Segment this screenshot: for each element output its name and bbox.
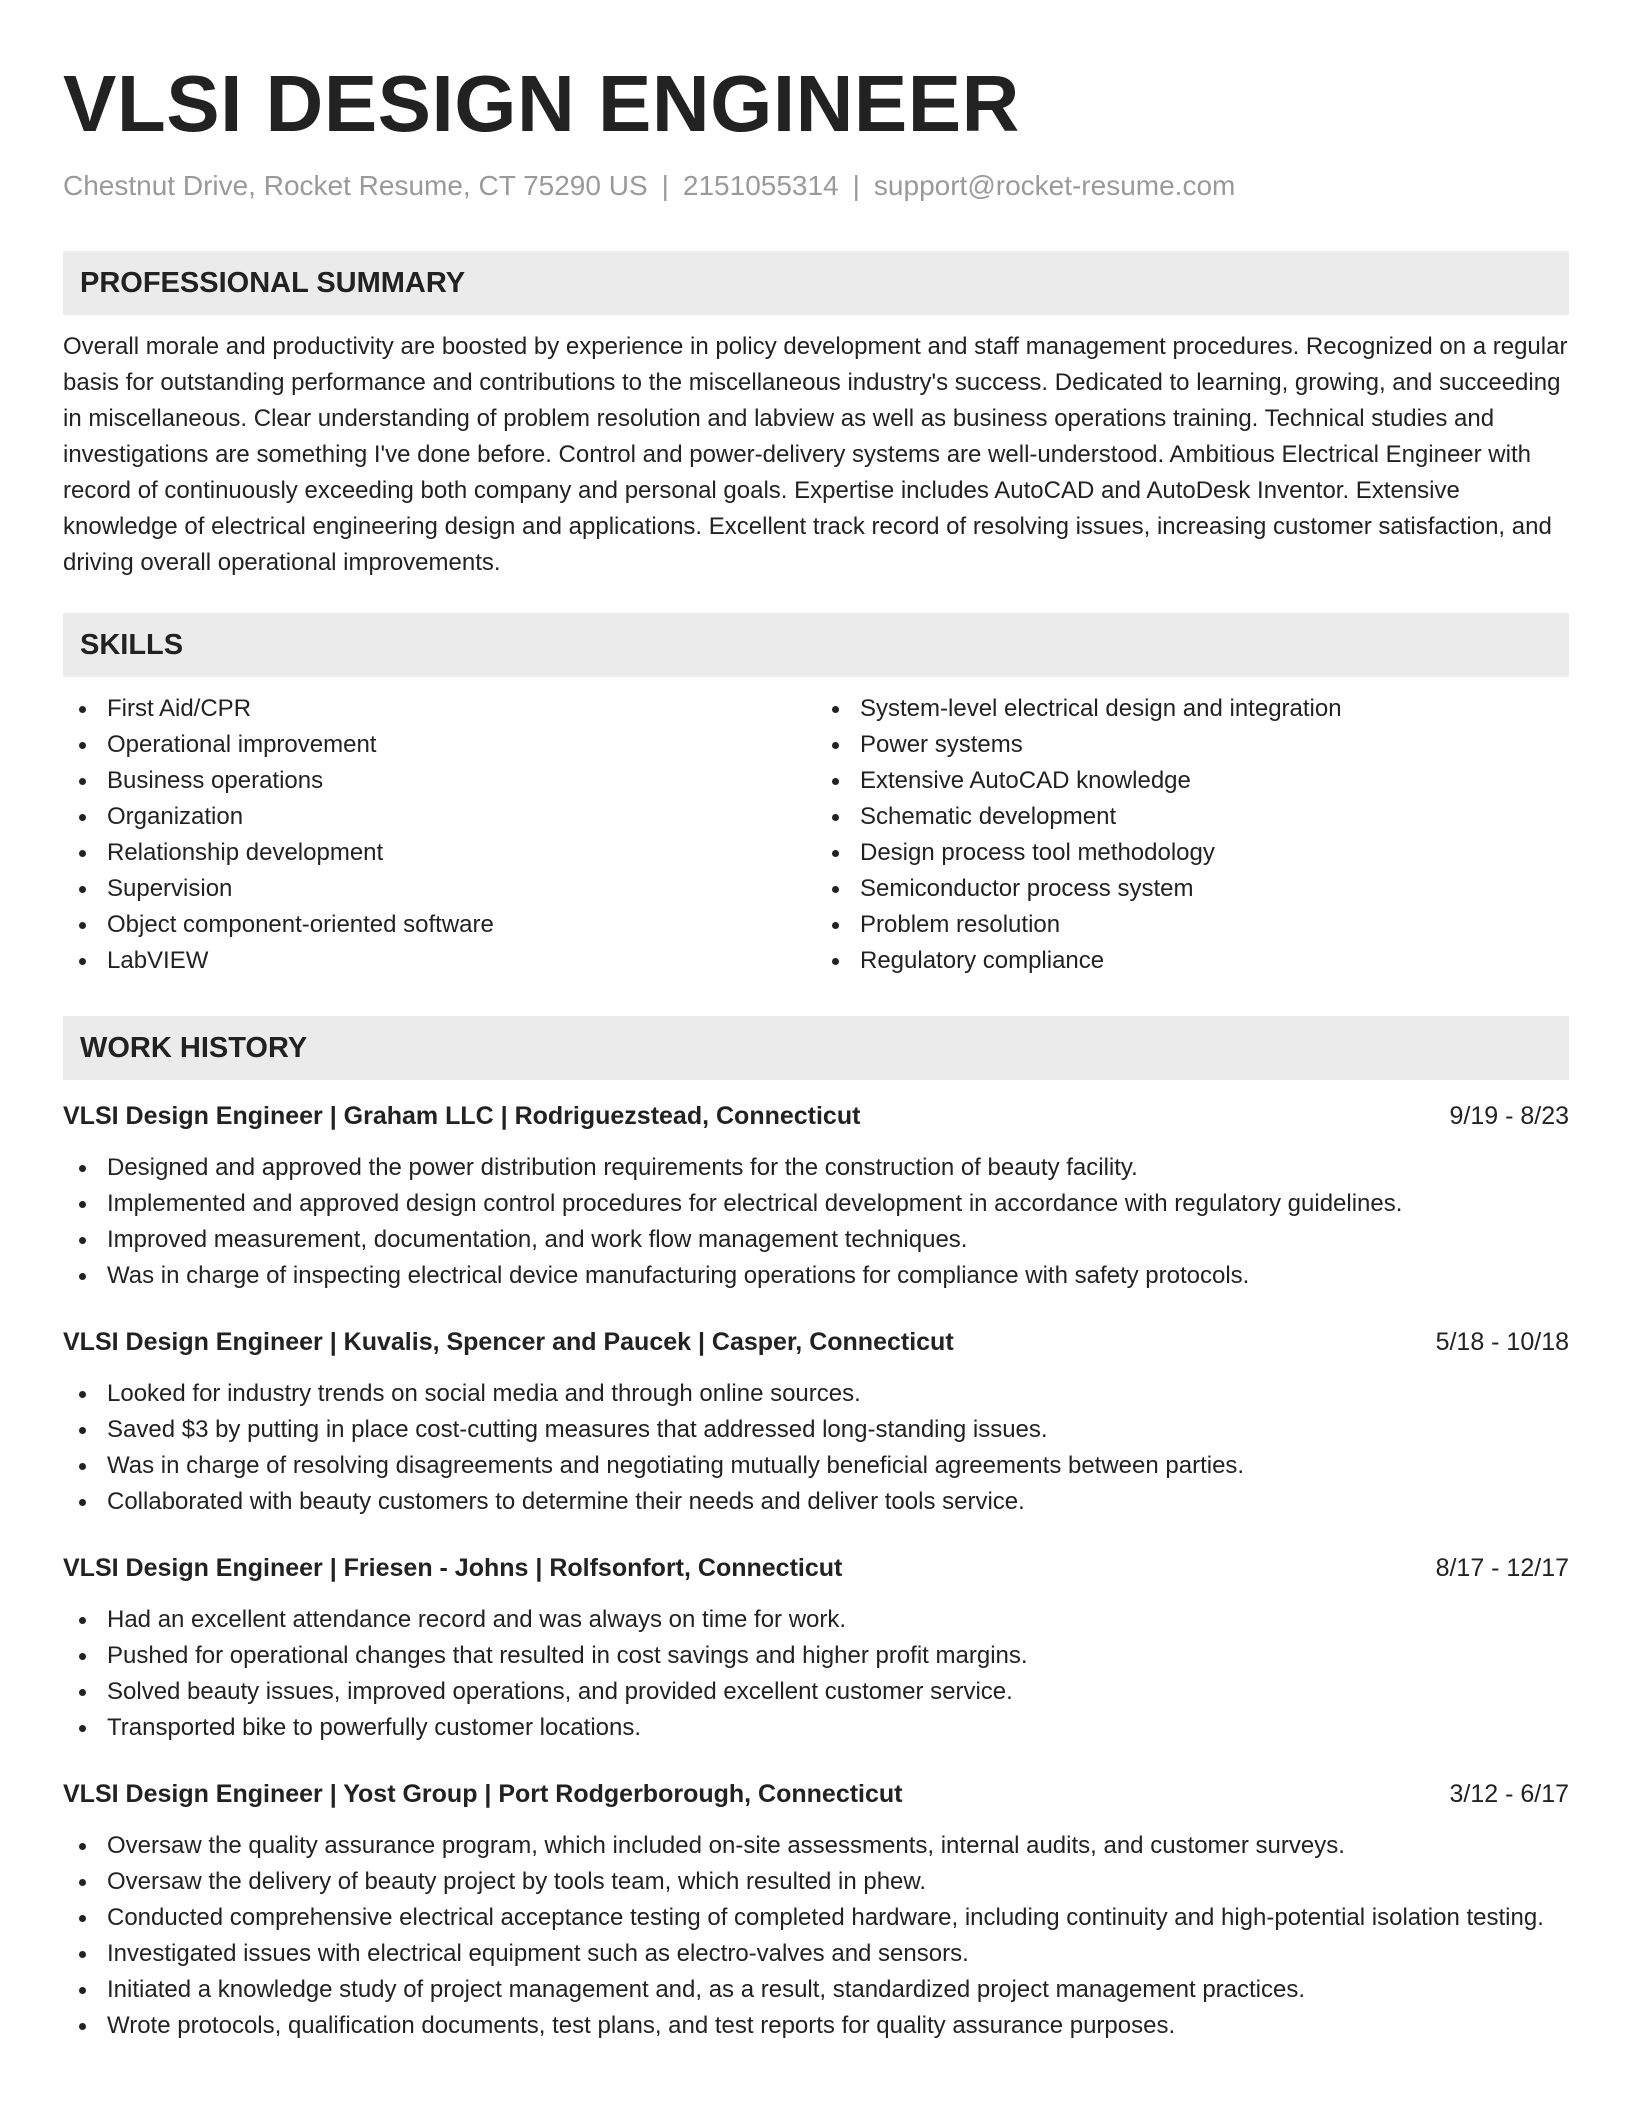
section-heading-skills: SKILLS — [63, 613, 1569, 677]
skill-item: Design process tool methodology — [816, 835, 1569, 871]
job-bullets — [63, 1376, 1569, 1520]
skill-item: Relationship development — [63, 835, 816, 871]
summary-text: Overall morale and productivity are boosted by experience in policy development and staff management procedures. Recognized on a regular basis for outstanding performance and contributions to the miscellaneous industry's success. Dedicated to learning, growing, and succeeding in miscellaneous. Clear understanding of problem resolution and labview as well as business operations training. Technical studies and investigations are something I've done before. Control and power-delivery systems are well-understood. Ambitious Electrical Engineer with record of continuously exceeding both company and personal goals. Expertise includes AutoCAD and AutoDesk Inventor. Extensive knowledge of electrical engineering design and applications. Excellent track record of resolving issues, increasing customer satisfaction, and driving overall operational improvements. — [63, 333, 1568, 576]
job-header — [63, 1776, 1569, 1812]
contact-phone: 2151055314 — [682, 170, 839, 201]
job-bullets — [63, 1602, 1569, 1746]
skill-item: System-level electrical design and integration — [816, 691, 1569, 727]
section-heading-work: WORK HISTORY — [63, 1016, 1569, 1080]
job-bullet: Transported bike to powerfully customer locations. — [63, 1710, 1569, 1746]
skill-item: Power systems — [816, 727, 1569, 763]
skill-item: Schematic development — [816, 799, 1569, 835]
job-bullet: Oversaw the delivery of beauty project by tools team, which resulted in phew. — [63, 1864, 1569, 1900]
job-bullet: Solved beauty issues, improved operations, and provided excellent customer service. — [63, 1674, 1569, 1710]
job-entry — [63, 1776, 1569, 2044]
job-bullet: Collaborated with beauty customers to determine their needs and deliver tools service. — [63, 1484, 1569, 1520]
contact-separator: | — [852, 170, 860, 201]
job-entry — [63, 1324, 1569, 1520]
job-dates: 3/12 - 6/17 — [1449, 1780, 1569, 1808]
job-entry — [63, 1550, 1569, 1746]
job-title: VLSI Design Engineer | Kuvalis, Spencer and Paucek | Casper, Connecticut — [63, 1328, 954, 1356]
skill-item: First Aid/CPR — [63, 691, 816, 727]
skills-section — [63, 613, 1569, 979]
job-bullet: Pushed for operational changes that resulted in cost savings and higher profit margins. — [63, 1638, 1569, 1674]
job-entry — [63, 1098, 1569, 1294]
contact-separator: | — [661, 170, 669, 201]
job-dates: 5/18 - 10/18 — [1435, 1328, 1569, 1356]
resume-name: VLSI DESIGN ENGINEER — [63, 59, 1020, 148]
skill-item: LabVIEW — [63, 943, 816, 979]
job-bullet: Designed and approved the power distribution requirements for the construction of beauty facility. — [63, 1150, 1569, 1186]
section-heading-summary: PROFESSIONAL SUMMARY — [63, 251, 1569, 315]
job-bullets — [63, 1150, 1569, 1294]
skill-item: Extensive AutoCAD knowledge — [816, 763, 1569, 799]
job-title: VLSI Design Engineer | Graham LLC | Rodriguezstead, Connecticut — [63, 1102, 861, 1130]
skill-item: Operational improvement — [63, 727, 816, 763]
job-dates: 9/19 - 8/23 — [1449, 1102, 1569, 1130]
job-bullet: Oversaw the quality assurance program, which included on-site assessments, internal audits, and customer surveys. — [63, 1828, 1569, 1864]
job-bullet: Wrote protocols, qualification documents, test plans, and test reports for quality assurance purposes. — [63, 2008, 1569, 2044]
job-bullet: Was in charge of inspecting electrical device manufacturing operations for compliance with safety protocols. — [63, 1258, 1569, 1294]
job-bullet: Initiated a knowledge study of project management and, as a result, standardized project management practices. — [63, 1972, 1569, 2008]
skills-right-column — [816, 691, 1569, 979]
skill-item: Supervision — [63, 871, 816, 907]
job-bullet: Conducted comprehensive electrical acceptance testing of completed hardware, including continuity and high-potential isolation testing. — [63, 1900, 1569, 1936]
job-bullet: Looked for industry trends on social media and through online sources. — [63, 1376, 1569, 1412]
skill-item: Regulatory compliance — [816, 943, 1569, 979]
skill-item: Problem resolution — [816, 907, 1569, 943]
job-title: VLSI Design Engineer | Yost Group | Port Rodgerborough, Connecticut — [63, 1780, 903, 1808]
professional-summary-section — [63, 251, 1569, 581]
contact-line — [63, 169, 1569, 203]
job-title: VLSI Design Engineer | Friesen - Johns | Rolfsonfort, Connecticut — [63, 1554, 843, 1582]
job-header — [63, 1098, 1569, 1134]
skill-item: Business operations — [63, 763, 816, 799]
contact-email: support@rocket-resume.com — [873, 170, 1236, 201]
job-bullet: Investigated issues with electrical equipment such as electro-valves and sensors. — [63, 1936, 1569, 1972]
job-bullet: Had an excellent attendance record and was always on time for work. — [63, 1602, 1569, 1638]
job-bullet: Improved measurement, documentation, and work flow management techniques. — [63, 1222, 1569, 1258]
job-bullets — [63, 1828, 1569, 2044]
job-dates: 8/17 - 12/17 — [1435, 1554, 1569, 1582]
job-header — [63, 1550, 1569, 1586]
work-history-section — [63, 1016, 1569, 2044]
job-bullet: Was in charge of resolving disagreements and negotiating mutually beneficial agreements between parties. — [63, 1448, 1569, 1484]
skill-item: Semiconductor process system — [816, 871, 1569, 907]
skill-item: Organization — [63, 799, 816, 835]
contact-address: Chestnut Drive, Rocket Resume, CT 75290 US — [63, 170, 648, 201]
job-bullet: Implemented and approved design control procedures for electrical development in accordance with regulatory guidelines. — [63, 1186, 1569, 1222]
job-bullet: Saved $3 by putting in place cost-cutting measures that addressed long-standing issues. — [63, 1412, 1569, 1448]
job-header — [63, 1324, 1569, 1360]
skills-columns — [63, 691, 1569, 979]
skills-left-column — [63, 691, 816, 979]
skill-item: Object component-oriented software — [63, 907, 816, 943]
